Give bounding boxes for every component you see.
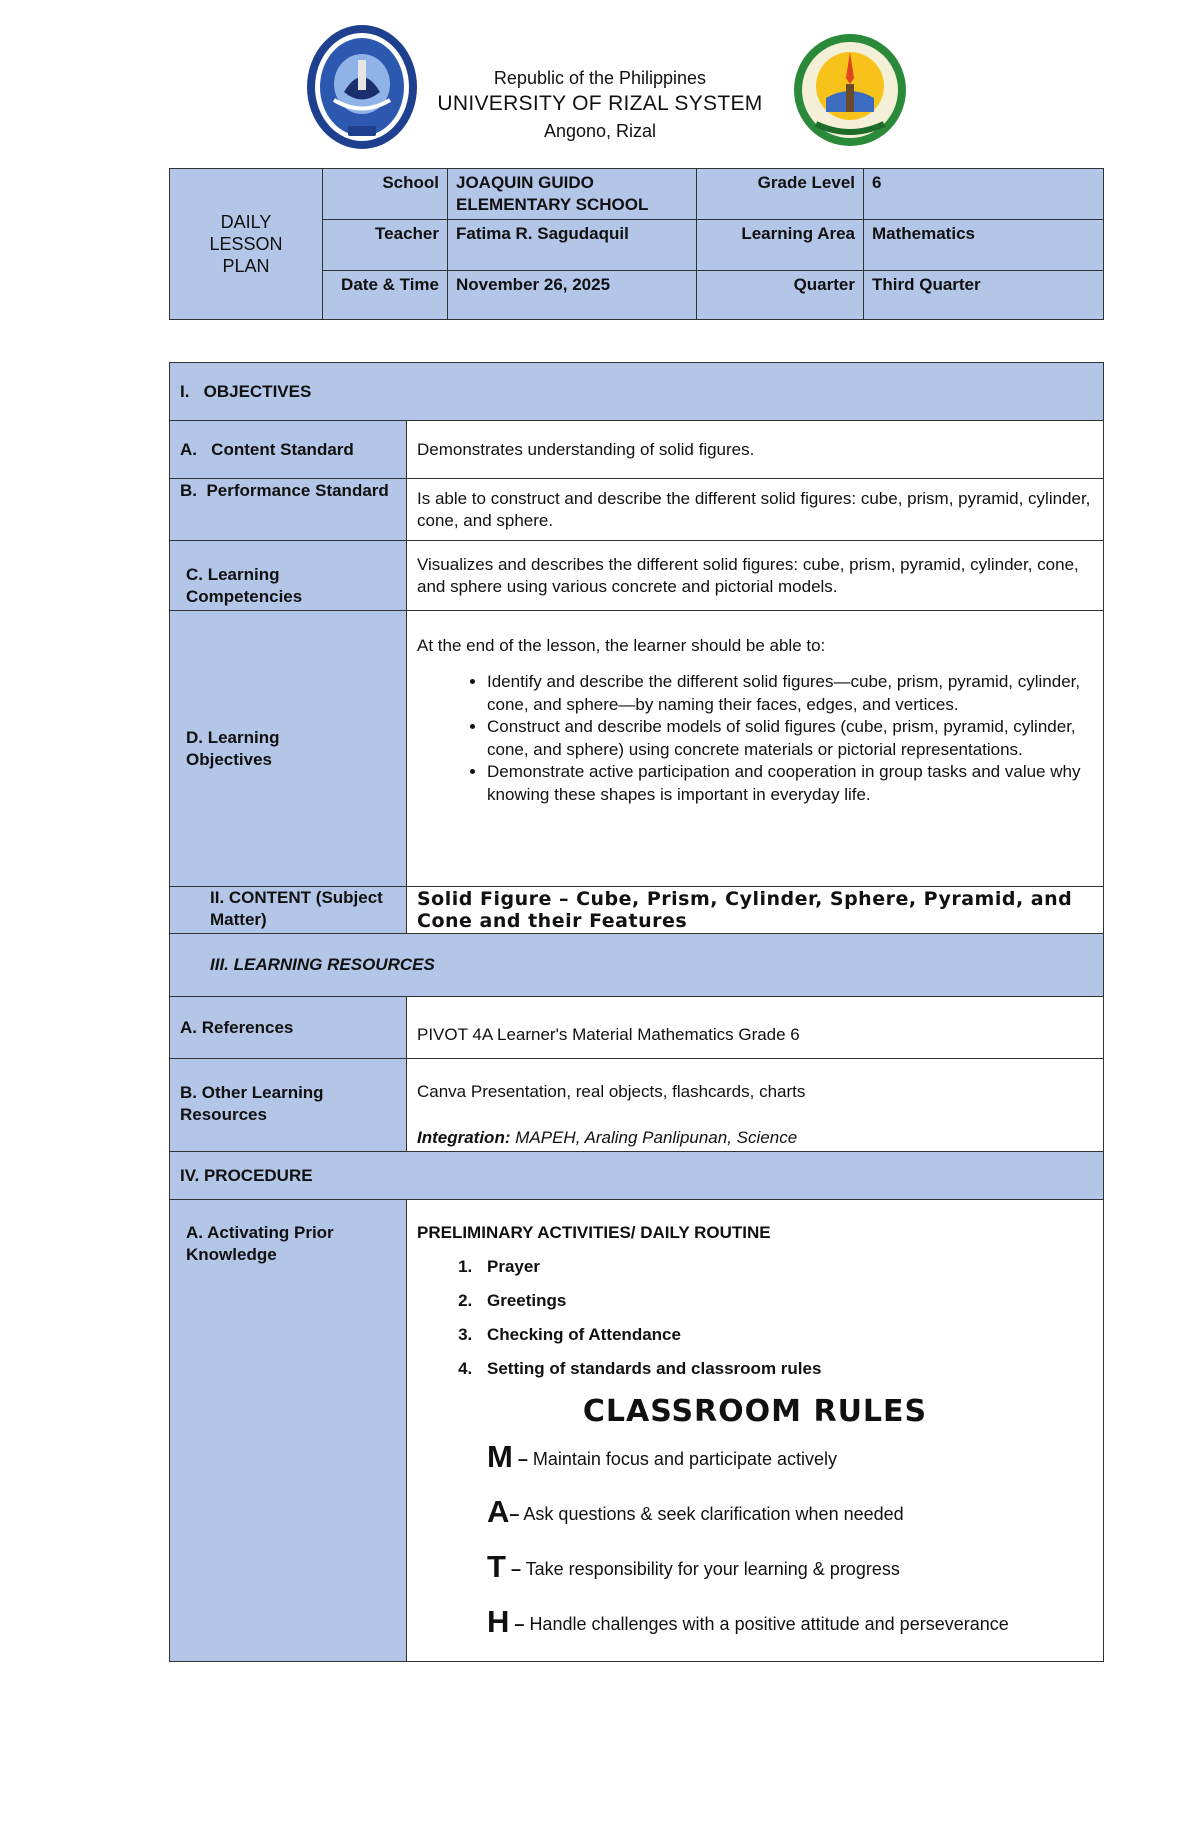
objectives-heading: I. OBJECTIVES [170,363,1104,421]
rule-item: M – Maintain focus and participate actively [487,1439,838,1474]
content-label: II. CONTENT (Subject Matter) [170,887,407,934]
document-header [0,0,1200,160]
classroom-rules-title: CLASSROOM RULES [582,1394,928,1429]
daily-routine-list [417,1250,1093,1386]
list-item: • Construct and describe models of solid figures (cube, prism, pyramid, cylinder, cone, and sphere) using concrete materials or pictorial representations. [487,716,1093,761]
performance-standard-value: Is able to construct and describe the different solid figures: cube, prism, pyramid, cylinder, cone, and sphere. [407,479,1104,541]
list-item: • Identify and describe the different solid figures—cube, prism, pyramid, cylinder, cone, and sphere—by naming their faces, edges, and vertices. [487,671,1093,716]
grade-level-value: 6 [864,169,1104,220]
objectives-intro: At the end of the lesson, the learner should be able to: [417,636,826,655]
list-item: 4. Setting of standards and classroom rules [477,1352,1093,1386]
list-item: 3. Checking of Attendance [477,1318,1093,1352]
preliminary-title: PRELIMINARY ACTIVITIES/ DAILY ROUTINE [417,1223,771,1242]
list-item: 2. Greetings [477,1284,1093,1318]
other-resources-value [407,1059,1104,1152]
date-value: November 26, 2025 [448,271,697,320]
university-name: UNIVERSITY OF RIZAL SYSTEM [437,92,763,115]
rule-item: T – Take responsibility for your learning & progress [487,1549,900,1584]
learning-competencies-label: C. Learning Competencies [170,541,407,611]
other-resources-text: Canva Presentation, real objects, flashcards, charts [417,1082,806,1101]
content-value: Solid Figure – Cube, Prism, Cylinder, Sphere, Pyramid, and Cone and their Features [407,887,1104,934]
content-standard-label: A. Content Standard [170,421,407,479]
lesson-info-table [169,168,1104,320]
learning-competencies-value: Visualizes and describes the different solid figures: cube, prism, pyramid, cylinder, cone, and sphere using various concrete and pictorial models. [407,541,1104,611]
procedure-heading: IV. PROCEDURE [170,1152,1104,1200]
university-location: Angono, Rizal [543,121,657,141]
teacher-label: Teacher [323,220,448,271]
integration-value: MAPEH, Araling Panlipunan, Science [515,1128,798,1147]
quarter-value: Third Quarter [864,271,1104,320]
list-item: • Demonstrate active participation and cooperation in group tasks and value why knowing these shapes is important in everyday life. [487,761,1093,806]
college-of-education-seal-logo [790,28,910,152]
learning-area-label: Learning Area [697,220,864,271]
learning-resources-heading: III. LEARNING RESOURCES [170,934,1104,997]
learning-objectives-label: D. Learning Objectives [170,611,407,887]
learning-area-value: Mathematics [864,220,1104,271]
references-value: PIVOT 4A Learner's Material Mathematics Grade 6 [407,997,1104,1059]
dlp-label: DAILY LESSON PLAN [170,169,323,320]
objectives-list [417,671,1093,806]
rule-item: A– Ask questions & seek clarification when needed [487,1494,904,1529]
school-label: School [323,169,448,220]
list-item: 1. Prayer [477,1250,1093,1284]
integration-line [417,1127,1093,1149]
school-value: JOAQUIN GUIDO ELEMENTARY SCHOOL [448,169,697,220]
activating-prior-knowledge-content [407,1200,1104,1662]
grade-level-label: Grade Level [697,169,864,220]
quarter-label: Quarter [697,271,864,320]
performance-standard-label: B. Performance Standard [170,479,407,541]
rule-item: H – Handle challenges with a positive attitude and perseverance [487,1604,1009,1639]
content-standard-value: Demonstrates understanding of solid figures. [407,421,1104,479]
activating-prior-knowledge-label: A. Activating Prior Knowledge [170,1200,407,1662]
date-time-label: Date & Time [323,271,448,320]
integration-label: Integration: [417,1128,511,1147]
republic-line: Republic of the Philippines [493,68,707,88]
learning-objectives-value [407,611,1104,887]
lesson-plan-table [169,362,1104,1662]
references-label: A. References [170,997,407,1059]
teacher-value: Fatima R. Sagudaquil [448,220,697,271]
other-resources-label: B. Other Learning Resources [170,1059,407,1152]
